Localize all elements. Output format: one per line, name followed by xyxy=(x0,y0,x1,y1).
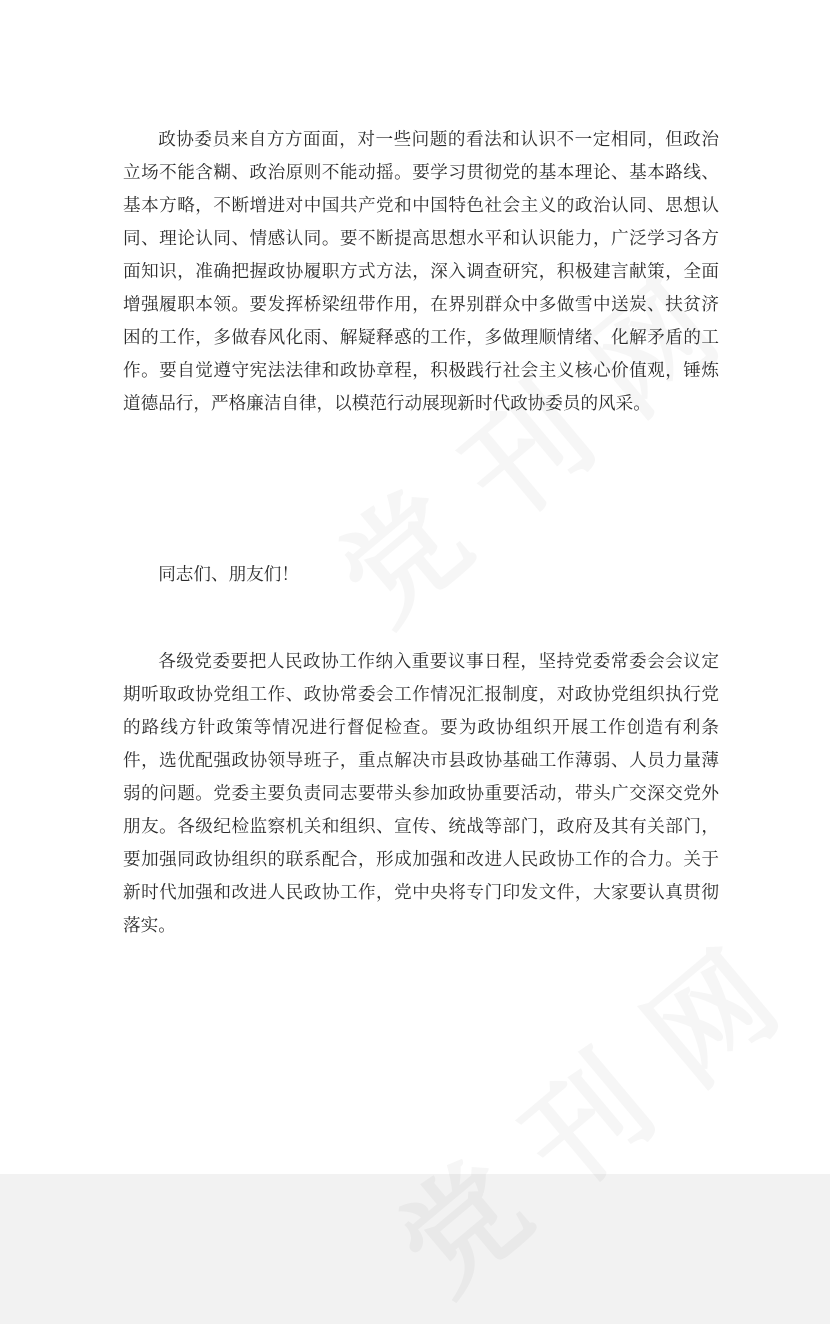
watermark-text xyxy=(357,908,807,1324)
paragraph-2-salutation: 同志们、朋友们！ xyxy=(158,564,299,585)
paragraph-1: 政协委员来自方方面面，对一些问题的看法和认识不一定相同，但政治立场不能含糊、政治原则不能动摇。要学习贯彻党的基本理论、基本路线、基本方略，不断增进对中国共产党和中国特色社会主义的政治认同、思想认同、理论认同、情感认同。要不断提高思想水平和认识能力，广泛学习各方面知识，准确把握政协履职方式方法，深入调查研究，积极建言献策，全面增强履职本领。要发挥桥梁纽带作用，在界别群众中多做雪中送炭、扶贫济困的工作，多做春风化雨、解疑释惑的工作，多做理顺情绪、化解矛盾的工作。要自觉遵守宪法法律和政协章程，积极践行社会主义核心价值观，锤炼道德品行，严格廉洁自律，以模范行动展现新时代政协委员的风采。 xyxy=(123,129,719,414)
paragraph-3: 各级党委要把人民政协工作纳入重要议事日程，坚持党委常委会会议定期听取政协党组工作、政协常委会工作情况汇报制度，对政协党组织执行党的路线方针政策等情况进行督促检查。要为政协组织开展工作创造有利条件，选优配强政协领导班子，重点解决市县政协基础工作薄弱、人员力量薄弱的问题。党委主要负责同志要带头参加政协重要活动，带头广交深交党外朋友。各级纪检监察机关和组织、宣传、统战等部门，政府及其有关部门，要加强同政协组织的联系配合，形成加强和改进人民政协工作的合力。关于新时代加强和改进人民政协工作，党中央将专门印发文件，大家要认真贯彻落实。 xyxy=(123,651,719,936)
